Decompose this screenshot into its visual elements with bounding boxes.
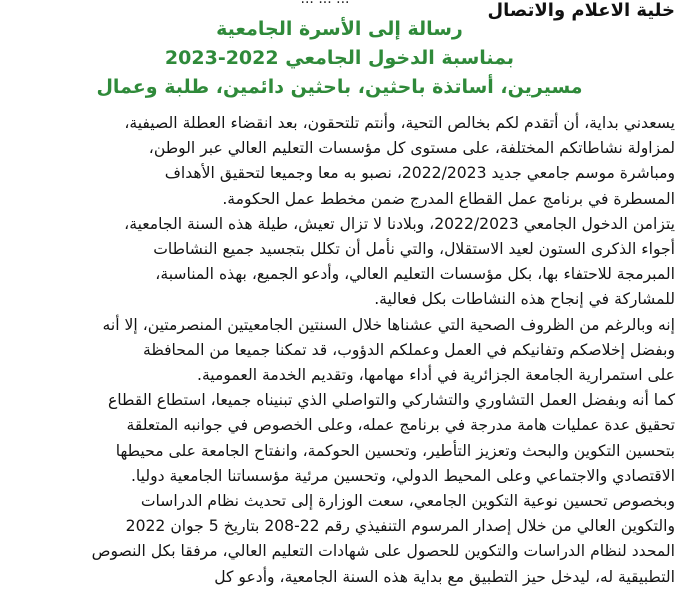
- letter-body: [9, 111, 675, 590]
- body-line: للمشاركة في إنجاح هذه النشاطات بكل فعالية.: [374, 290, 675, 309]
- title-letter-to-university-family: رسالة إلى الأسرة الجامعية: [216, 18, 463, 40]
- body-line: المبرمجة للاحتفاء بها، بكل مؤسسات التعليم العالي، وأدعو الجميع، بهذه المناسبة،: [155, 265, 675, 284]
- media-unit-label: خلية الاعلام والاتصال: [487, 0, 675, 21]
- body-line: لمزاولة نشاطاتكم المختلفة، على مستوى كل مؤسسات التعليم العالي عبر الوطن،: [148, 139, 675, 158]
- body-line: المسطرة في برنامج عمل القطاع المدرج ضمن مخطط عمل الحكومة.: [222, 189, 675, 208]
- body-line: المحدد لنظام الدراسات والتكوين للحصول على شهادات التعليم العالي، مرفقا بكل النصوص: [91, 542, 675, 561]
- body-line: وبخصوص تحسين نوعية التكوين الجامعي، سعت الوزارة إلى تحديث نظام الدراسات: [140, 492, 675, 511]
- body-line: إنه وبالرغم من الظروف الصحية التي عشناها خلال السنتين الجامعيتين المنصرمتين، إلا أنه: [102, 315, 675, 334]
- body-line: كما أنه وبفضل العمل التشاوري والتشاركي والتواصلي الذي تبنيناه جميعا، استطاع القطاع: [107, 391, 675, 410]
- letter-titles: [0, 15, 679, 102]
- body-line: الاقتصادي والاجتماعي وعلى المحيط الدولي، وتحسين مرئية مؤسساتنا الجامعية دوليا.: [130, 466, 675, 485]
- body-line: التطبيقية له، ليدخل حيز التطبيق مع بداية هذه السنة الجامعية، وأدعو كل: [214, 567, 675, 586]
- body-line: تحقيق عدة عمليات هامة مدرجة في برنامج عمله، وعلى الخصوص في جوانبه المتعلقة: [126, 416, 675, 435]
- body-line: بتحسين التكوين والبحث وتعزيز التأطير، وتحسين الحوكمة، وانفتاح الجامعة على محيطها: [115, 441, 675, 460]
- body-line: ومباشرة موسم جامعي جديد 2022/2023، نصبو به معا وجميعا لتحقيق الأهداف: [164, 164, 675, 183]
- partial-top-line: [190, 0, 460, 7]
- title-occasion-academic-year: بمناسبة الدخول الجامعي 2022-2023: [164, 47, 515, 69]
- body-line: يسعدني بداية، أن أتقدم لكم بخالص التحية، وأنتم تلتحقون، بعد انقضاء العطلة الصيفية،: [124, 114, 675, 132]
- title-addressees: مسيرين، أساتذة باحثين، باحثين دائمين، طلبة وعمال: [96, 76, 583, 98]
- body-line: يتزامن الدخول الجامعي 2022/2023، وبلادنا لا تزال تعيش، طيلة هذه السنة الجامعية،: [124, 214, 675, 233]
- body-line: والتكوين العالي من خلال إصدار المرسوم التنفيذي رقم 22-208 بتاريخ 5 جوان 2022: [125, 517, 675, 536]
- body-line: على استمرارية الجامعة الجزائرية في أداء مهامها، وتقديم الخدمة العمومية.: [196, 366, 675, 385]
- body-line: أجواء الذكرى الستون لعيد الاستقلال، والتي نأمل أن تكلل بتجسيد جميع النشاطات: [153, 240, 675, 259]
- body-line: وبفضل إخلاصكم وتفانيكم في العمل وعملكم الدؤوب، قد تمكنا جميعا من المحافظة: [142, 340, 675, 359]
